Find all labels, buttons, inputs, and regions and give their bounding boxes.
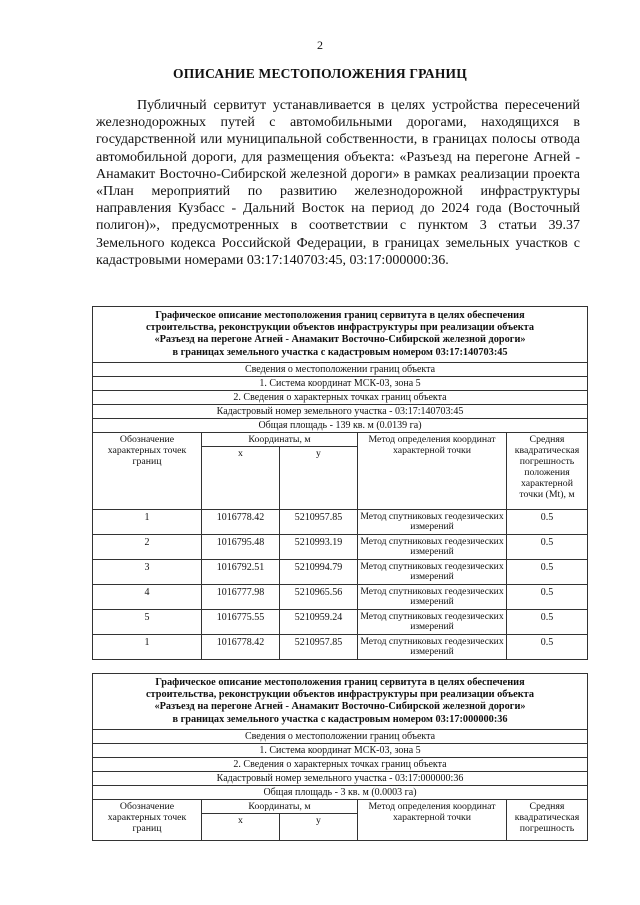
- total-area: Общая площадь - 3 кв. м (0.0003 га): [93, 785, 588, 799]
- method-cell: Метод спутниковых геодезических измерений: [358, 609, 507, 634]
- coord-x-cell: 1016777.98: [202, 584, 280, 609]
- table-title-line: «Разъезд на перегоне Агней - Анамакит Восточно-Сибирской железной дороги»: [154, 334, 526, 346]
- cadastral-number: Кадастровый номер земельного участка - 03:17:140703:45: [93, 404, 588, 418]
- table-row: [93, 509, 588, 534]
- coord-y-cell: 5210957.85: [280, 634, 358, 659]
- table-title-line: в границах земельного участка с кадастровым номером 03:17:000000:36: [172, 713, 508, 725]
- table-title-line: строительства, реконструкции объектов инфраструктуры при реализации объекта: [145, 689, 535, 701]
- method-cell: Метод спутниковых геодезических измерений: [358, 634, 507, 659]
- accuracy-cell: 0.5: [507, 534, 588, 559]
- point-number-cell: 4: [93, 584, 202, 609]
- header-coordinates: Координаты, м: [202, 432, 358, 446]
- table-title-line: Графическое описание местоположения границ сервитута в целях обеспечения: [155, 677, 525, 688]
- table-title-line: «Разъезд на перегоне Агней - Анамакит Восточно-Сибирской железной дороги»: [154, 701, 526, 713]
- header-designation: Обозначение характерных точек границ: [93, 432, 202, 509]
- method-cell: Метод спутниковых геодезических измерений: [358, 584, 507, 609]
- table-row: [93, 584, 588, 609]
- point-number-cell: 5: [93, 609, 202, 634]
- coordinate-system: 1. Система координат МСК-03, зона 5: [93, 743, 588, 757]
- servitude-table-000000-36: [92, 673, 588, 841]
- coord-y-cell: 5210994.79: [280, 559, 358, 584]
- points-info: 2. Сведения о характерных точках границ объекта: [93, 757, 588, 771]
- coord-x-cell: 1016795.48: [202, 534, 280, 559]
- coord-y-cell: 5210965.56: [280, 584, 358, 609]
- servitude-table-140703-45: [92, 306, 588, 660]
- table-title-line: строительства, реконструкции объектов инфраструктуры при реализации объекта: [145, 322, 535, 334]
- header-method: Метод определения координат характерной точки: [358, 799, 507, 840]
- table-row: [93, 534, 588, 559]
- intro-paragraph: Публичный сервитут устанавливается в целях устройства пересечений железнодорожных путей с автомобильными дорогами, находящихся в государственной или муниципальной собственности, в границах полосы отвода автомобильной дороги, для размещения объекта: «Разъезд на перегоне Агней - Анамакит Восточно-Сибирской железной дороги» в рамках реализации проекта «План мероприятий по развитию железнодорожной инфраструктуры направления Кузбасс - Дальний Восток на период до 2024 года (Восточный полигон)», предусмотренных в соответствии с пунктом 3 статьи 39.37 Земельного кодекса Российской Федерации, в границах земельных участков с кадастровыми номерами 03:17:140703:45, 03:17:000000:36.: [96, 98, 580, 268]
- coord-x-cell: 1016778.42: [202, 509, 280, 534]
- location-info: Сведения о местоположении границ объекта: [93, 729, 588, 743]
- location-info: Сведения о местоположении границ объекта: [93, 362, 588, 376]
- header-y: у: [280, 446, 358, 509]
- table-title-line: в границах земельного участка с кадастровым номером 03:17:140703:45: [172, 346, 508, 358]
- header-accuracy: Средняя квадратическая погрешность: [507, 799, 588, 840]
- table-row: [93, 559, 588, 584]
- point-number-cell: 1: [93, 509, 202, 534]
- accuracy-cell: 0.5: [507, 584, 588, 609]
- coord-y-cell: 5210993.19: [280, 534, 358, 559]
- header-coordinates: Координаты, м: [202, 799, 358, 813]
- table-title: [93, 307, 588, 363]
- header-accuracy: Средняя квадратическая погрешность положения характерной точки (Mt), м: [507, 432, 588, 509]
- coord-y-cell: 5210959.24: [280, 609, 358, 634]
- coord-x-cell: 1016775.55: [202, 609, 280, 634]
- coordinate-system: 1. Система координат МСК-03, зона 5: [93, 376, 588, 390]
- page-heading: ОПИСАНИЕ МЕСТОПОЛОЖЕНИЯ ГРАНИЦ: [173, 66, 467, 81]
- method-cell: Метод спутниковых геодезических измерений: [358, 509, 507, 534]
- coord-y-cell: 5210957.85: [280, 509, 358, 534]
- point-number-cell: 3: [93, 559, 202, 584]
- accuracy-cell: 0.5: [507, 559, 588, 584]
- coord-x-cell: 1016792.51: [202, 559, 280, 584]
- total-area: Общая площадь - 139 кв. м (0.0139 га): [93, 418, 588, 432]
- accuracy-cell: 0.5: [507, 609, 588, 634]
- table-row: [93, 634, 588, 659]
- table-title-line: Графическое описание местоположения границ сервитута в целях обеспечения: [155, 310, 525, 321]
- table-row: [93, 609, 588, 634]
- page-number: 2: [317, 38, 323, 52]
- header-designation: Обозначение характерных точек границ: [93, 799, 202, 840]
- point-number-cell: 1: [93, 634, 202, 659]
- header-x: x: [202, 813, 280, 840]
- method-cell: Метод спутниковых геодезических измерений: [358, 534, 507, 559]
- header-method: Метод определения координат характерной точки: [358, 432, 507, 509]
- accuracy-cell: 0.5: [507, 509, 588, 534]
- coord-x-cell: 1016778.42: [202, 634, 280, 659]
- header-y: у: [280, 813, 358, 840]
- method-cell: Метод спутниковых геодезических измерений: [358, 559, 507, 584]
- point-number-cell: 2: [93, 534, 202, 559]
- table-title: [93, 674, 588, 730]
- cadastral-number: Кадастровый номер земельного участка - 03:17:000000:36: [93, 771, 588, 785]
- accuracy-cell: 0.5: [507, 634, 588, 659]
- points-info: 2. Сведения о характерных точках границ объекта: [93, 390, 588, 404]
- header-x: x: [202, 446, 280, 509]
